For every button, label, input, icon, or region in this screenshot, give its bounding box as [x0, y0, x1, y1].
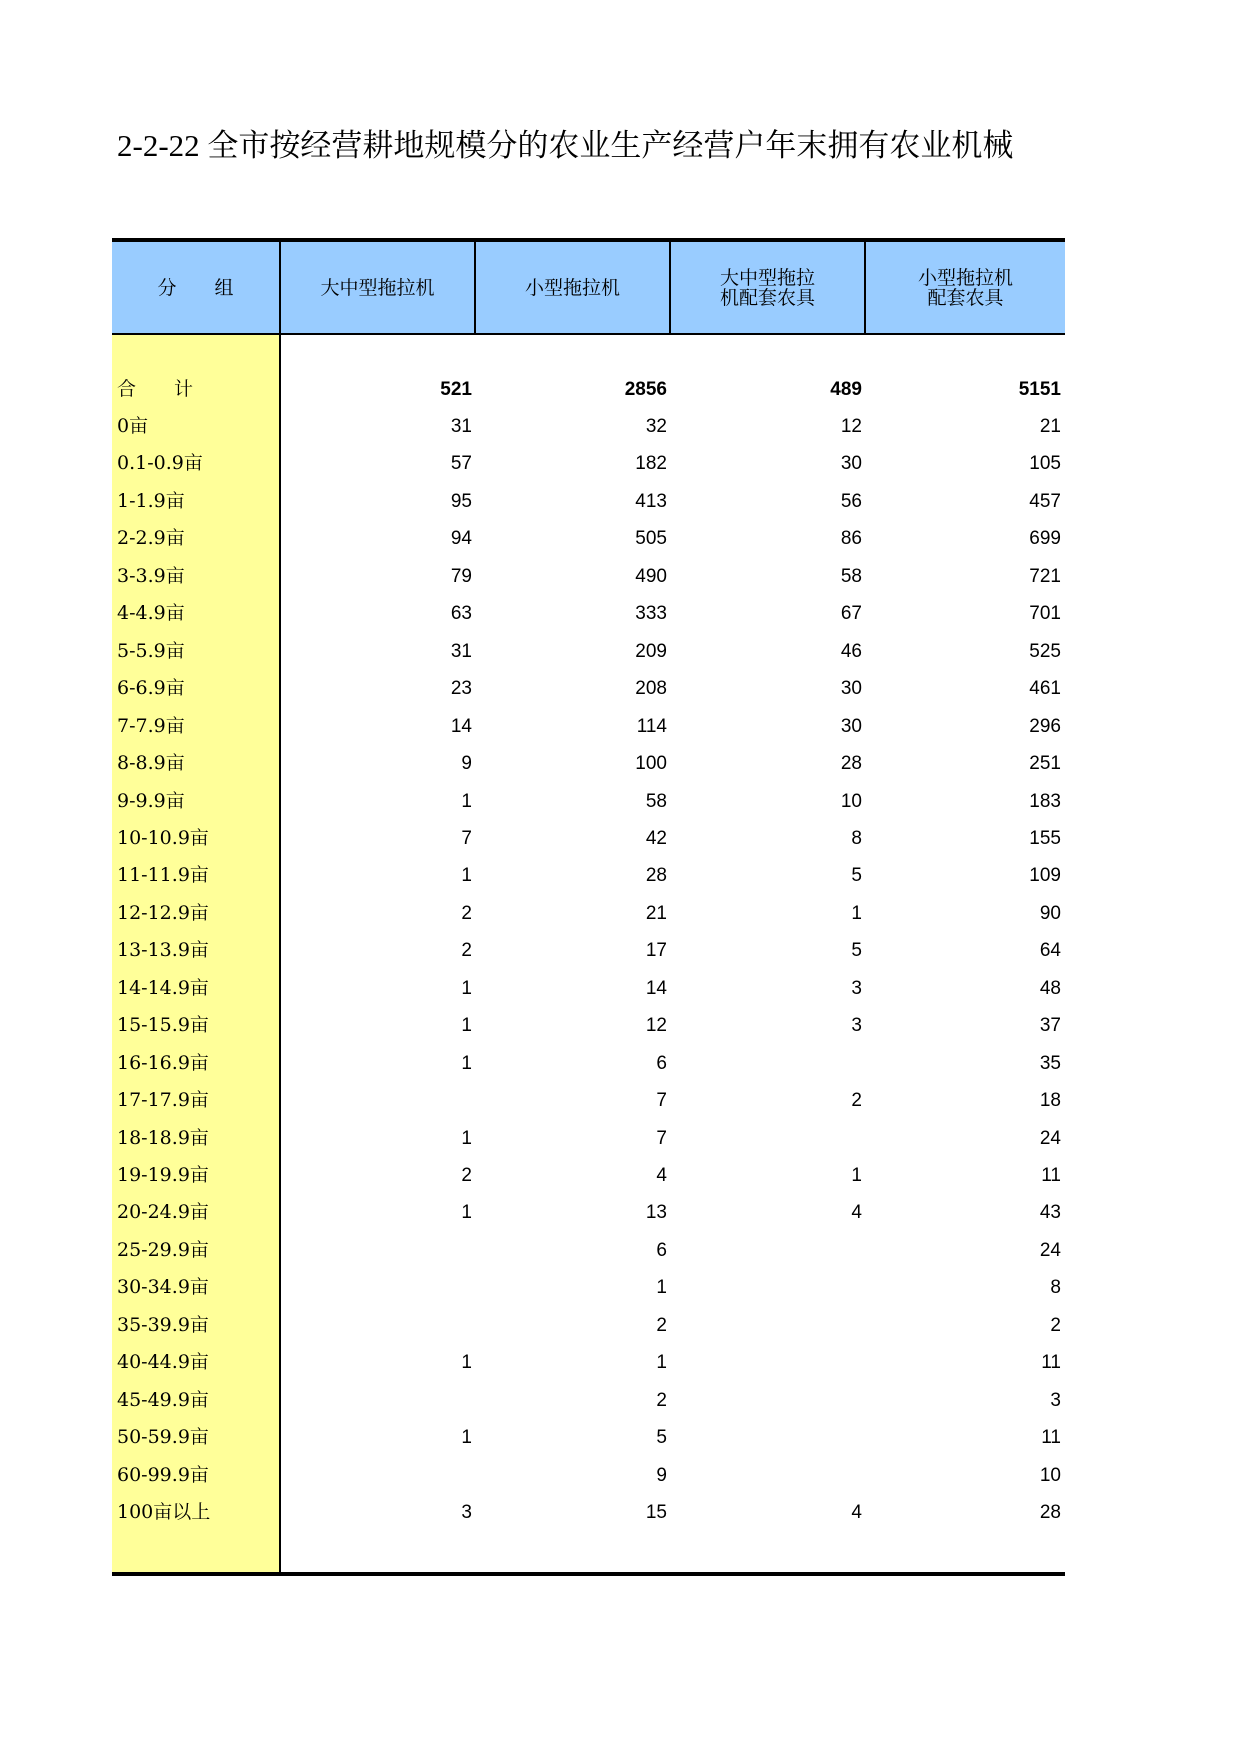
- cell-small-tractor: 12: [645, 1015, 667, 1037]
- table-row: [112, 1269, 1065, 1306]
- cell-small-implements: 525: [1029, 640, 1061, 662]
- cell-small-tractor: 490: [635, 565, 667, 587]
- table-row: [112, 1457, 1065, 1494]
- header-small-tractor: 小型拖拉机: [476, 242, 671, 333]
- row-label: 20-24.9亩: [117, 1201, 209, 1224]
- cell-large-implements: 86: [840, 528, 862, 550]
- header-group: 分 组: [112, 242, 281, 333]
- row-label: 7-7.9亩: [117, 714, 185, 737]
- row-label: 19-19.9亩: [117, 1164, 209, 1186]
- row-label: 10-10.9亩: [117, 826, 209, 849]
- cell-small-tractor: 2: [656, 1314, 667, 1336]
- cell-small-tractor: 2856: [624, 379, 667, 400]
- cell-small-implements: 699: [1029, 528, 1061, 550]
- cell-small-tractor: 58: [645, 790, 667, 812]
- cell-large-implements: 489: [830, 379, 862, 400]
- cell-large-tractor: 31: [450, 416, 472, 437]
- cell-small-implements: 5151: [1018, 379, 1061, 400]
- cell-large-tractor: [281, 1232, 472, 1269]
- cell-small-implements: 8: [1050, 1277, 1061, 1299]
- cell-large-tractor: 79: [450, 565, 472, 587]
- cell-small-implements: 64: [1039, 940, 1061, 962]
- cell-large-implements: [671, 1045, 862, 1082]
- cell-small-implements: 11: [1041, 1427, 1061, 1449]
- cell-large-implements: 1: [851, 902, 862, 924]
- cell-small-implements: 24: [1039, 1239, 1061, 1261]
- cell-large-implements: [671, 1307, 862, 1344]
- table-row: [112, 1194, 1065, 1231]
- page-title: 2-2-22 全市按经营耕地规模分的农业生产经营户年末拥有农业机械: [117, 128, 1014, 163]
- table-row: [112, 595, 1065, 632]
- cell-large-implements: 3: [851, 977, 862, 999]
- row-label: 15-15.9亩: [117, 1014, 209, 1037]
- cell-small-tractor: 32: [645, 416, 667, 437]
- cell-large-implements: [671, 1457, 862, 1494]
- cell-small-implements: 155: [1029, 827, 1061, 849]
- cell-large-tractor: 1: [461, 1052, 472, 1074]
- row-label: 5-5.9亩: [117, 639, 185, 662]
- cell-large-implements: [671, 1232, 862, 1269]
- row-label: 16-16.9亩: [117, 1051, 209, 1074]
- table-row: [112, 670, 1065, 707]
- row-label: 4-4.9亩: [117, 602, 185, 625]
- cell-large-implements: 58: [840, 565, 862, 587]
- cell-small-implements: 21: [1039, 416, 1061, 437]
- cell-small-tractor: 28: [645, 865, 667, 887]
- cell-small-implements: 37: [1039, 1015, 1061, 1037]
- cell-small-tractor: 100: [635, 753, 667, 775]
- statistics-table: [112, 238, 1065, 1576]
- cell-small-tractor: 1: [656, 1277, 667, 1299]
- table-bottom-rule: [112, 1572, 1065, 1576]
- table-row: [112, 783, 1065, 820]
- row-label: 合 计: [117, 378, 194, 400]
- row-label: 2-2.9亩: [117, 527, 185, 550]
- row-label: 13-13.9亩: [117, 939, 209, 962]
- cell-large-implements: 5: [851, 940, 862, 962]
- table-row: [112, 708, 1065, 745]
- cell-large-tractor: 95: [450, 490, 472, 512]
- header-large-tractor-implements: 大中型拖拉 机配套农具: [671, 242, 866, 333]
- row-label: 3-3.9亩: [117, 564, 185, 587]
- cell-small-tractor: 208: [635, 678, 667, 700]
- row-label: 30-34.9亩: [117, 1276, 209, 1299]
- cell-large-implements: 5: [851, 865, 862, 887]
- table-row: [112, 558, 1065, 595]
- cell-small-tractor: 1: [656, 1352, 667, 1374]
- cell-large-tractor: 1: [461, 865, 472, 887]
- table-row: [112, 1007, 1065, 1044]
- cell-small-tractor: 505: [635, 528, 667, 550]
- cell-large-implements: [671, 1382, 862, 1419]
- row-label: 12-12.9亩: [117, 901, 209, 924]
- row-label: 45-49.9亩: [117, 1388, 209, 1411]
- cell-small-implements: 90: [1039, 902, 1061, 924]
- cell-large-tractor: [281, 1382, 472, 1419]
- cell-large-tractor: 7: [461, 827, 472, 849]
- cell-small-implements: 18: [1039, 1090, 1061, 1112]
- cell-large-tractor: 1: [461, 977, 472, 999]
- cell-small-implements: 11: [1041, 1352, 1061, 1374]
- row-label: 25-29.9亩: [117, 1238, 209, 1261]
- cell-small-tractor: 17: [645, 940, 667, 962]
- row-label: 60-99.9亩: [117, 1463, 209, 1486]
- row-label: 9-9.9亩: [117, 789, 185, 812]
- row-label: 0亩: [117, 415, 149, 437]
- cell-large-implements: 10: [840, 790, 862, 812]
- table-row: [112, 1307, 1065, 1344]
- cell-small-implements: 251: [1029, 753, 1061, 775]
- cell-small-implements: 43: [1039, 1202, 1061, 1224]
- row-label: 1-1.9亩: [117, 489, 185, 512]
- table-row: [112, 1419, 1065, 1456]
- cell-small-tractor: 4: [656, 1165, 667, 1186]
- cell-small-implements: 296: [1029, 715, 1061, 737]
- table-row: [112, 970, 1065, 1007]
- cell-large-tractor: 521: [440, 379, 472, 400]
- table-row: [112, 895, 1065, 932]
- cell-large-implements: 56: [840, 490, 862, 512]
- cell-small-implements: 701: [1029, 603, 1061, 625]
- cell-large-tractor: 23: [450, 678, 472, 700]
- cell-large-tractor: [281, 1457, 472, 1494]
- row-label: 14-14.9亩: [117, 976, 209, 999]
- table-row: [112, 820, 1065, 857]
- cell-small-tractor: 2: [656, 1389, 667, 1411]
- cell-large-tractor: 1: [461, 1202, 472, 1224]
- cell-large-tractor: [281, 1307, 472, 1344]
- row-label: 6-6.9亩: [117, 677, 185, 700]
- table-row: [112, 932, 1065, 969]
- cell-small-implements: 3: [1050, 1389, 1061, 1411]
- cell-small-tractor: 6: [656, 1239, 667, 1261]
- cell-small-tractor: 114: [636, 715, 667, 737]
- header-large-tractor: 大中型拖拉机: [281, 242, 476, 333]
- cell-large-tractor: 1: [461, 1127, 472, 1149]
- cell-large-tractor: 94: [450, 528, 472, 550]
- cell-large-implements: 30: [840, 453, 862, 475]
- cell-large-tractor: [281, 1269, 472, 1306]
- cell-small-tractor: 42: [645, 827, 667, 849]
- cell-large-tractor: 31: [450, 640, 472, 662]
- header-small-tractor-implements: 小型拖拉机 配套农具: [866, 242, 1065, 333]
- cell-large-tractor: 9: [461, 753, 472, 775]
- cell-small-implements: 183: [1029, 790, 1061, 812]
- table-row: [112, 1232, 1065, 1269]
- cell-large-tractor: 1: [461, 1427, 472, 1449]
- table-row: [112, 1494, 1065, 1531]
- cell-large-implements: 30: [840, 715, 862, 737]
- cell-large-tractor: 2: [461, 1165, 472, 1186]
- cell-large-implements: [671, 1269, 862, 1306]
- cell-large-tractor: [281, 1082, 472, 1119]
- cell-small-tractor: 15: [645, 1502, 667, 1524]
- cell-small-tractor: 5: [656, 1427, 667, 1449]
- cell-small-implements: 2: [1050, 1314, 1061, 1336]
- table-row: [112, 520, 1065, 557]
- cell-large-implements: 3: [851, 1015, 862, 1037]
- cell-large-implements: 1: [851, 1165, 862, 1186]
- table-row: [112, 745, 1065, 782]
- table-row: [112, 408, 1065, 445]
- cell-large-implements: 46: [840, 640, 862, 662]
- cell-large-implements: 30: [840, 678, 862, 700]
- cell-small-implements: 457: [1029, 490, 1061, 512]
- cell-small-implements: 721: [1029, 565, 1061, 587]
- row-label: 0.1-0.9亩: [117, 452, 203, 475]
- table-row: [112, 483, 1065, 520]
- cell-large-implements: 4: [851, 1502, 862, 1524]
- cell-large-tractor: 1: [461, 1352, 472, 1374]
- cell-large-implements: 12: [840, 416, 862, 437]
- cell-small-implements: 461: [1029, 678, 1061, 700]
- cell-small-tractor: 333: [635, 603, 667, 625]
- cell-small-tractor: 21: [645, 902, 667, 924]
- row-label: 35-39.9亩: [117, 1313, 209, 1336]
- cell-small-tractor: 13: [645, 1202, 667, 1224]
- cell-small-implements: 35: [1039, 1052, 1061, 1074]
- cell-small-tractor: 182: [635, 453, 667, 475]
- row-label: 8-8.9亩: [117, 752, 185, 775]
- cell-small-tractor: 209: [635, 640, 667, 662]
- table-row: [112, 857, 1065, 894]
- cell-small-tractor: 6: [656, 1052, 667, 1074]
- cell-small-implements: 105: [1029, 453, 1061, 475]
- cell-small-implements: 24: [1039, 1127, 1061, 1149]
- table-row: [112, 1157, 1065, 1194]
- cell-small-implements: 28: [1039, 1502, 1061, 1524]
- cell-large-implements: 8: [851, 827, 862, 849]
- cell-large-implements: 2: [851, 1090, 862, 1112]
- cell-small-tractor: 9: [656, 1464, 667, 1486]
- table-row: [112, 1082, 1065, 1119]
- row-label: 100亩以上: [117, 1501, 211, 1524]
- cell-large-implements: 28: [840, 753, 862, 775]
- cell-large-implements: 67: [840, 603, 862, 625]
- row-label: 50-59.9亩: [117, 1426, 209, 1449]
- cell-small-tractor: 7: [656, 1090, 667, 1112]
- cell-large-tractor: 57: [450, 453, 472, 475]
- cell-small-implements: 11: [1041, 1165, 1061, 1186]
- cell-small-implements: 10: [1039, 1464, 1061, 1486]
- table-row: [112, 445, 1065, 482]
- cell-small-tractor: 413: [635, 490, 667, 512]
- total-row: [112, 371, 1065, 408]
- cell-large-tractor: 63: [450, 603, 472, 625]
- cell-large-implements: 4: [851, 1202, 862, 1224]
- cell-large-tractor: 3: [461, 1502, 472, 1524]
- cell-large-tractor: 2: [461, 902, 472, 924]
- cell-large-implements: [671, 1419, 862, 1456]
- cell-small-tractor: 7: [656, 1127, 667, 1149]
- row-label: 17-17.9亩: [117, 1089, 209, 1112]
- cell-large-tractor: 1: [461, 790, 472, 812]
- cell-small-implements: 48: [1039, 977, 1061, 999]
- cell-small-implements: 109: [1029, 865, 1061, 887]
- table-row: [112, 1120, 1065, 1157]
- row-label: 18-18.9亩: [117, 1126, 209, 1149]
- table-row: [112, 1344, 1065, 1381]
- cell-small-tractor: 14: [645, 977, 667, 999]
- cell-large-tractor: 14: [450, 715, 472, 737]
- row-label: 11-11.9亩: [117, 864, 209, 887]
- table-header: [112, 242, 1065, 333]
- cell-large-tractor: 1: [461, 1015, 472, 1037]
- cell-large-implements: [671, 1344, 862, 1381]
- table-row: [112, 1045, 1065, 1082]
- cell-large-tractor: 2: [461, 940, 472, 962]
- row-label: 40-44.9亩: [117, 1351, 209, 1374]
- cell-large-implements: [671, 1120, 862, 1157]
- table-row: [112, 633, 1065, 670]
- table-row: [112, 1382, 1065, 1419]
